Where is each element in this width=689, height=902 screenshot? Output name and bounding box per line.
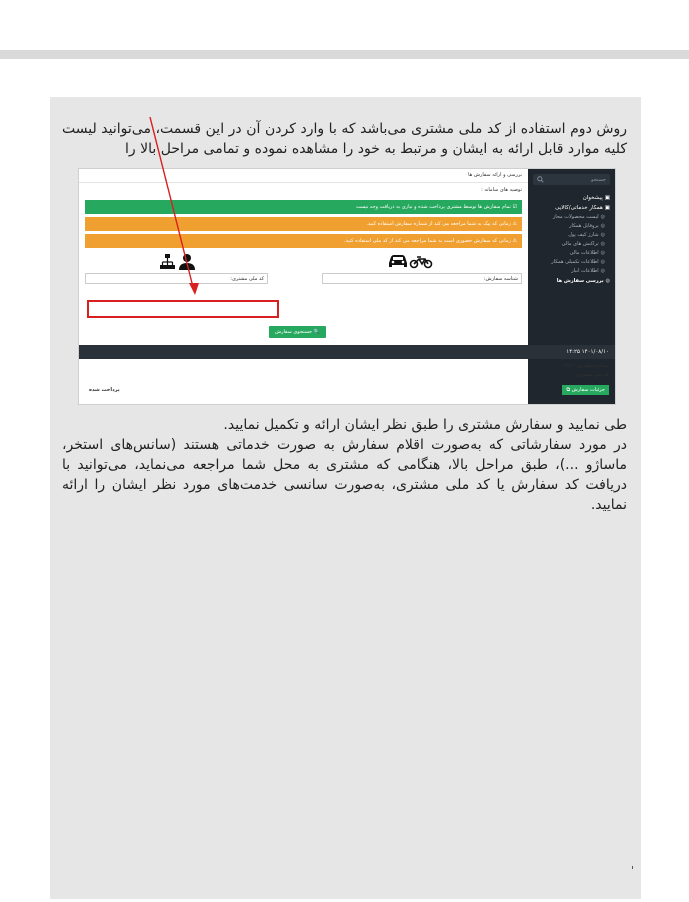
sidebar-item-label: شارژ کیف پول <box>568 232 599 238</box>
paragraph-body <box>62 415 627 515</box>
pointer-arrow <box>50 97 641 427</box>
notices-label: توصیه های سامانه : <box>481 187 522 193</box>
order-number-label: شناسه سفارش: <box>483 276 518 282</box>
circle-bullet-icon: ◎ <box>600 232 605 238</box>
top-divider-bar <box>0 50 689 59</box>
circle-bullet-icon: ◎ <box>600 223 605 229</box>
circle-bullet-icon: ◎ <box>600 268 605 274</box>
alert-text: تمام سفارش ها توسط مشتری پرداخت شده و نیازی به دریافت وجه نیست <box>356 204 511 210</box>
check-icon: ☑ <box>510 204 517 210</box>
circle-bullet-icon: ◎ <box>605 278 610 284</box>
external-link-icon: ⧉ <box>566 387 571 393</box>
paragraph-intro: روش دوم استفاده از کد ملی مشتری می‌باشد که با وارد کردن آن در این قسمت، می‌توانید لیست کلیه موارد قابل ارائه به ایشان و مرتبط به خود را مشاهده نموده و تمامی مراحل بالا را <box>62 121 627 157</box>
circle-bullet-icon: ◎ <box>600 214 605 220</box>
sidebar-item-label: پروفایل همکار <box>569 223 599 229</box>
sidebar-item-label: اطلاعات تکمیلی همکار <box>551 259 599 265</box>
paid-status: پرداخت شده <box>89 387 120 393</box>
menu-icon: ▣ <box>604 195 610 201</box>
page-title: بررسی و ارائه سفارش ها <box>79 169 528 183</box>
search-button-icon: 🔍 <box>313 329 320 335</box>
circle-bullet-icon: ◎ <box>600 259 605 265</box>
sidebar-search-placeholder: جستجو <box>591 176 606 183</box>
content-card <box>50 97 641 899</box>
search-button-label: جستجوی سفارش <box>275 329 313 335</box>
sidebar-item-label: اطلاعات انبار <box>571 268 599 274</box>
sidebar-item-label: پیشخوان <box>582 195 603 201</box>
page-mark <box>632 866 633 869</box>
alert-text: زمانی که سفارش حضوری است به شما مراجعه می کند از کد ملی استفاده کنید. <box>343 238 511 244</box>
details-button-label: جزئیات سفارش <box>571 387 605 393</box>
sidebar-item-label: لیست محصولات مجاز <box>552 214 599 220</box>
sidebar-item-label: همکار خدماتی/کالایی <box>555 205 603 211</box>
warning-icon: ⚠ <box>510 238 517 244</box>
paragraph-body-line-1: طی نمایید و سفارش مشتری را طبق نظر ایشان ارائه و تکمیل نمایید. <box>223 417 627 433</box>
order-number-text: شماره سفارش : ۱۴۵۶ <box>561 363 609 369</box>
paragraph-body-line-2: در مورد سفارشاتی که به‌صورت اقلام سفارش به صورت خدماتی هستند (سانس‌های استخر، ماساژو ...)، طبق مراحل بالا، هنگامی که مشتری به محل شما مراجعه می‌نماید، می‌توانید با دریافت کد سفارش یا کد ملی مشتری، به‌صورت سانسی خدمت‌های مورد نظر ایشان را ارائه نمایید. <box>62 437 627 513</box>
sidebar-item-label: اطلاعات مالی <box>569 250 599 256</box>
sidebar-item-label: تراکنش های مالی <box>561 241 599 247</box>
date-value: ۱۴۰۱/۰۸/۱۰ ۱۴:۲۵ <box>566 349 609 355</box>
customer-code-text: کد ملی مشتری <box>576 372 609 378</box>
sidebar-item-label: بررسی سفارش ها <box>556 278 604 284</box>
national-code-label: کد ملی مشتری: <box>230 276 264 282</box>
alert-text: زمانی که پیک به شما مراجعه می کند از شماره سفارش استفاده کنید. <box>366 221 511 227</box>
circle-bullet-icon: ◎ <box>600 250 605 256</box>
menu-icon: ▣ <box>604 205 610 211</box>
warning-icon: ⚠ <box>510 221 517 227</box>
circle-bullet-icon: ◎ <box>600 241 605 247</box>
